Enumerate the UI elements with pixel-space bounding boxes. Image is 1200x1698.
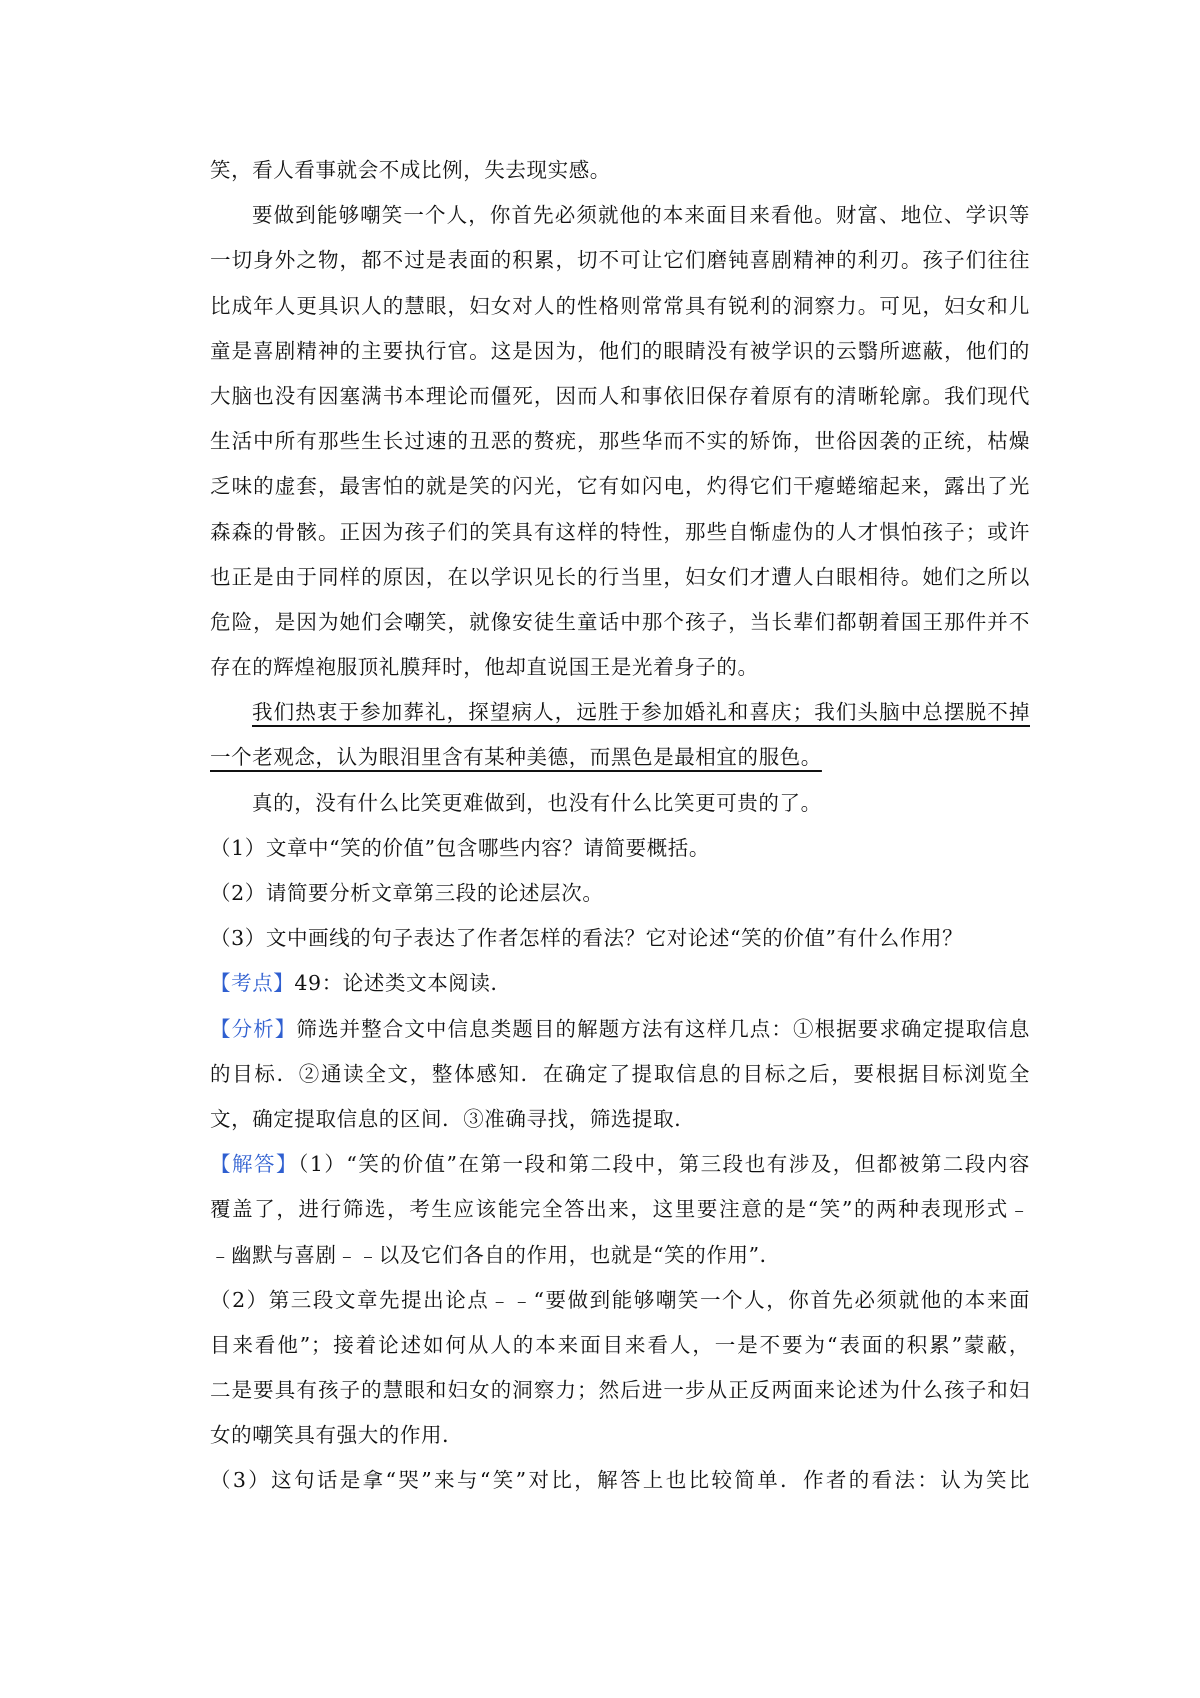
paragraph-line: 一切身外之物，都不过是表面的积累，切不可让它们磨钝喜剧精神的利刃。孩子们往往 (210, 248, 1030, 273)
jieda-line: 覆盖了，进行筛选，考生应该能完全答出来，这里要注意的是“笑”的两种表现形式﹣ (210, 1197, 1030, 1222)
question-1: （1）文章中“笑的价值”包含哪些内容？请简要概括。 (210, 835, 711, 860)
kaodian-line (210, 961, 1030, 1006)
fenxi-line (210, 1007, 1030, 1052)
kaodian-text: 49：论述类文本阅读． (294, 971, 512, 996)
answer-2-line: 女的嘲笑具有强大的作用． (210, 1423, 464, 1448)
paragraph-line: 存在的辉煌袍服顶礼膜拜时，他却直说国王是光着身子的。 (210, 655, 759, 680)
paragraph-line: 真的，没有什么比笑更难做到，也没有什么比笑更可贵的了。 (252, 790, 822, 815)
answer-3-line: （3）这句话是拿“哭”来与“笑”对比，解答上也比较简单．作者的看法：认为笑比 (210, 1468, 1030, 1493)
jieda-line (210, 1142, 1030, 1187)
paragraph-line: 森森的骨骸。正因为孩子们的笑具有这样的特性，那些自惭虚伪的人才惧怕孩子；或许 (210, 519, 1030, 544)
kaodian-tag: 【考点】 (210, 971, 295, 996)
fenxi-tag: 【分析】 (210, 1016, 297, 1041)
fenxi-line: 的目标．②通读全文，整体感知．在确定了提取信息的目标之后，要根据目标浏览全 (210, 1061, 1030, 1086)
paragraph-line: 大脑也没有因塞满书本理论而僵死，因而人和事依旧保存着原有的清晰轮廓。我们现代 (210, 383, 1030, 408)
underlined-sentence-line (210, 735, 1030, 780)
answer-2-line: 二是要具有孩子的慧眼和妇女的洞察力；然后进一步从正反两面来论述为什么孩子和妇 (210, 1378, 1030, 1403)
paragraph-line: 乏味的虚套，最害怕的就是笑的闪光，它有如闪电，灼得它们干瘪蜷缩起来，露出了光 (210, 474, 1030, 499)
jieda-text: （1）“笑的价值”在第一段和第二段中，第三段也有涉及，但都被第二段内容 (298, 1152, 1030, 1177)
paragraph-line: 比成年人更具识人的慧眼，妇女对人的性格则常常具有锐利的洞察力。可见，妇女和儿 (210, 293, 1030, 318)
paragraph-line: 笑，看人看事就会不成比例，失去现实感。 (210, 158, 611, 182)
paragraph-line: 危险，是因为她们会嘲笑，就像安徒生童话中那个孩子，当长辈们都朝着国王那件并不 (210, 609, 1030, 634)
underlined-sentence-line (210, 690, 1030, 735)
paragraph-line: 生活中所有那些生长过速的丑恶的赘疣，那些华而不实的矫饰，世俗因袭的正统，枯燥 (210, 429, 1030, 454)
underlined-text: 我们热衷于参加葬礼，探望病人，远胜于参加婚礼和喜庆；我们头脑中总摆脱不掉 (252, 700, 1030, 725)
jieda-line: ﹣幽默与喜剧﹣﹣以及它们各自的作用，也就是“笑的作用”． (210, 1242, 781, 1267)
jieda-tag: 【解答】 (210, 1152, 299, 1177)
underlined-text: 一个老观念，认为眼泪里含有某种美德，而黑色是最相宜的服色。 (210, 745, 822, 770)
question-3: （3）文中画线的句子表达了作者怎样的看法？它对论述“笑的价值”有什么作用？ (210, 926, 964, 951)
answer-2-line: 目来看他”；接着论述如何从人的本来面目来看人，一是不要为“表面的积累”蒙蔽， (210, 1332, 1030, 1357)
paragraph-line: 也正是由于同样的原因，在以学识见长的行当里，妇女们才遭人白眼相待。她们之所以 (210, 564, 1030, 589)
document-page (210, 148, 1030, 1504)
answer-2-line: （2）第三段文章先提出论点﹣﹣“要做到能够嘲笑一个人，你首先必须就他的本来面 (210, 1287, 1030, 1312)
question-2: （2）请简要分析文章第三段的论述层次。 (210, 881, 604, 905)
fenxi-text: 筛选并整合文中信息类题目的解题方法有这样几点：①根据要求确定提取信息 (296, 1016, 1030, 1041)
fenxi-line: 文，确定提取信息的区间．③准确寻找，筛选提取． (210, 1106, 696, 1131)
paragraph-line: 要做到能够嘲笑一个人，你首先必须就他的本来面目来看他。财富、地位、学识等 (252, 203, 1030, 228)
paragraph-line: 童是喜剧精神的主要执行官。这是因为，他们的眼睛没有被学识的云翳所遮蔽，他们的 (210, 338, 1030, 363)
